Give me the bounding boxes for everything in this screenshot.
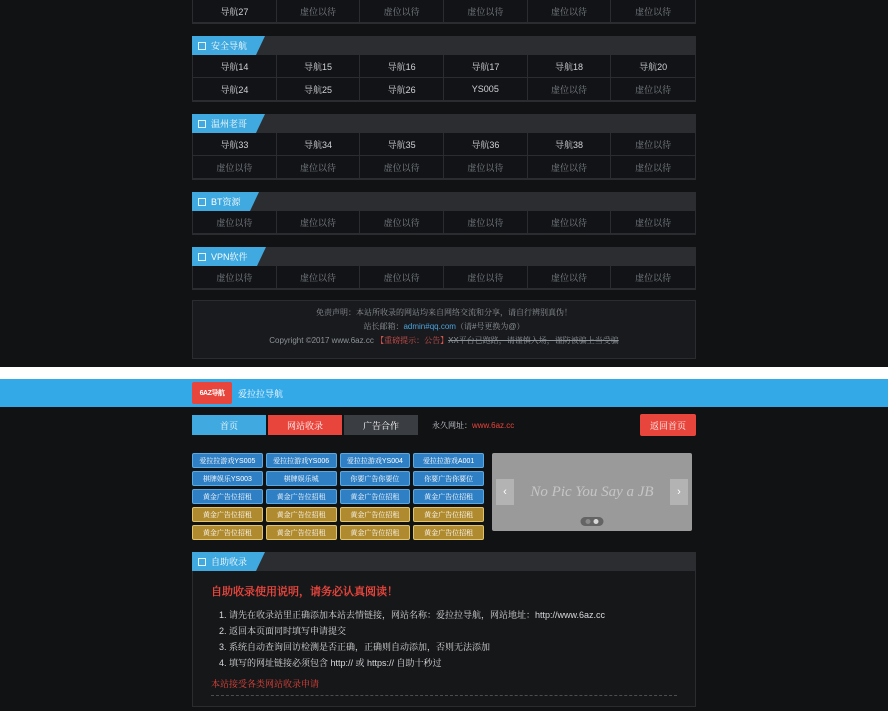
link-cell[interactable]: 虚位以待 bbox=[277, 156, 361, 179]
footer-copyright-text: Copyright ©2017 www.6az.cc bbox=[269, 335, 377, 345]
link-cell[interactable]: 虚位以待 bbox=[611, 211, 695, 234]
grid-icon bbox=[198, 42, 206, 50]
section-tag bbox=[192, 247, 257, 266]
carousel-dot[interactable] bbox=[594, 519, 599, 524]
link-cell[interactable]: 虚位以待 bbox=[528, 78, 612, 101]
link-cell[interactable]: 导航33 bbox=[193, 133, 277, 156]
link-cell[interactable]: 虚位以待 bbox=[528, 0, 612, 23]
ad-button[interactable]: 你要广告你要位 bbox=[340, 471, 411, 486]
section-header bbox=[192, 192, 696, 211]
section-bt-resources bbox=[192, 192, 696, 235]
link-cell[interactable]: 虚位以待 bbox=[611, 0, 695, 23]
link-cell[interactable]: 虚位以待 bbox=[193, 211, 277, 234]
section-tag bbox=[192, 36, 256, 55]
content-area bbox=[0, 443, 888, 711]
ad-button[interactable]: 黄金广告位招租 bbox=[413, 525, 484, 540]
link-cell[interactable]: 导航26 bbox=[360, 78, 444, 101]
ad-button[interactable]: 黄金广告位招租 bbox=[266, 489, 337, 504]
carousel-prev-icon[interactable]: ‹ bbox=[496, 479, 514, 505]
link-grid bbox=[192, 133, 696, 180]
link-cell[interactable]: 虚位以待 bbox=[611, 156, 695, 179]
section-top-partial bbox=[192, 0, 696, 24]
nav-item-submit-site[interactable]: 网站收录 bbox=[268, 415, 342, 435]
back-home-button[interactable]: 返回首页 bbox=[640, 414, 696, 436]
grid-icon bbox=[198, 120, 206, 128]
link-cell[interactable]: 虚位以待 bbox=[360, 156, 444, 179]
section-title: 自助收录 bbox=[211, 557, 248, 568]
ad-button[interactable]: 黄金广告位招租 bbox=[413, 507, 484, 522]
link-cell[interactable]: 虚位以待 bbox=[277, 266, 361, 289]
section-vpn-software bbox=[192, 247, 696, 290]
link-cell[interactable]: 导航15 bbox=[277, 55, 361, 78]
image-carousel[interactable] bbox=[492, 453, 692, 531]
section-header bbox=[192, 36, 696, 55]
submission-page bbox=[0, 379, 888, 711]
link-cell[interactable]: 虚位以待 bbox=[444, 211, 528, 234]
footer-mail-address[interactable]: admin#qq.com bbox=[403, 321, 456, 331]
ad-button[interactable]: 黄金广告位招租 bbox=[340, 489, 411, 504]
link-cell[interactable]: 导航14 bbox=[193, 55, 277, 78]
link-cell[interactable]: 导航38 bbox=[528, 133, 612, 156]
ad-button[interactable]: 爱拉拉游戏A001 bbox=[413, 453, 484, 468]
link-cell[interactable]: 虚位以待 bbox=[277, 211, 361, 234]
ad-button[interactable]: 黄金广告位招租 bbox=[266, 507, 337, 522]
grid-icon bbox=[198, 253, 206, 261]
list-item: 3. 系统自动查询回访检测是否正确，正确则自动添加，否则无法添加 bbox=[229, 640, 677, 656]
list-item: 1. 请先在收录站里正确添加本站去情链接，网站名称：爱拉拉导航，网站地址：http://www.6az.cc bbox=[229, 608, 677, 624]
section-title: 安全导航 bbox=[211, 41, 248, 51]
link-cell[interactable]: 导航17 bbox=[444, 55, 528, 78]
nav-item-advertising[interactable]: 广告合作 bbox=[344, 415, 418, 435]
link-cell[interactable]: 虚位以待 bbox=[360, 211, 444, 234]
ad-button[interactable]: 黄金广告位招租 bbox=[266, 525, 337, 540]
main-nav bbox=[0, 407, 888, 443]
permanent-url-note bbox=[432, 420, 514, 431]
notice-title: 自助收录使用说明，请务必认真阅读！ bbox=[211, 586, 398, 599]
site-logo[interactable]: 6AZ导航 bbox=[192, 382, 232, 404]
link-cell[interactable]: 虚位以待 bbox=[193, 156, 277, 179]
ad-button[interactable]: 爱拉拉游戏YS004 bbox=[340, 453, 411, 468]
site-header bbox=[0, 379, 888, 407]
carousel-placeholder-text: No Pic You Say a JB bbox=[530, 483, 654, 500]
link-cell[interactable]: 导航25 bbox=[277, 78, 361, 101]
carousel-next-icon[interactable]: › bbox=[670, 479, 688, 505]
ad-button[interactable]: 爱拉拉游戏YS006 bbox=[266, 453, 337, 468]
section-tag bbox=[192, 192, 250, 211]
ad-button[interactable]: 黄金广告位招租 bbox=[340, 525, 411, 540]
link-cell[interactable]: 虚位以待 bbox=[528, 266, 612, 289]
section-header bbox=[192, 247, 696, 266]
grid-icon bbox=[198, 558, 206, 566]
carousel-dots bbox=[581, 517, 604, 526]
link-cell[interactable]: 导航35 bbox=[360, 133, 444, 156]
notice-list bbox=[211, 608, 677, 671]
ad-button[interactable]: 黄金广告位招租 bbox=[413, 489, 484, 504]
ad-button[interactable]: 棋牌娱乐YS003 bbox=[192, 471, 263, 486]
ad-button-grid bbox=[192, 453, 484, 540]
section-title: 温州老哥 bbox=[211, 119, 248, 129]
ad-button[interactable]: 黄金广告位招租 bbox=[192, 489, 263, 504]
link-cell[interactable]: 虚位以待 bbox=[444, 156, 528, 179]
footer-alert-badge: 【重磅提示：公告】 bbox=[376, 335, 449, 345]
link-cell[interactable]: 导航20 bbox=[611, 55, 695, 78]
carousel-dot[interactable] bbox=[586, 519, 591, 524]
footer-alert-text: XX平台已跑路，请谨慎入场，谨防被骗上当受骗 bbox=[448, 335, 619, 345]
site-footer bbox=[192, 300, 696, 359]
link-cell[interactable]: 导航16 bbox=[360, 55, 444, 78]
link-grid bbox=[192, 0, 696, 24]
divider bbox=[211, 695, 677, 696]
ad-button[interactable]: 棋牌娱乐城 bbox=[266, 471, 337, 486]
list-item: 2. 返回本页面同时填写申请提交 bbox=[229, 624, 677, 640]
ad-button[interactable]: 爱拉拉游戏YS005 bbox=[192, 453, 263, 468]
link-cell[interactable]: 虚位以待 bbox=[444, 0, 528, 23]
footer-mail-hint: （请#号更换为@） bbox=[455, 321, 525, 331]
section-title: VPN软件 bbox=[211, 252, 248, 262]
link-cell[interactable]: 虚位以待 bbox=[611, 133, 695, 156]
ad-button[interactable]: 你要广告你要位 bbox=[413, 471, 484, 486]
section-security-nav bbox=[192, 36, 696, 102]
ad-button[interactable]: 黄金广告位招租 bbox=[192, 507, 263, 522]
link-grid bbox=[192, 55, 696, 102]
link-cell[interactable]: 虚位以待 bbox=[360, 266, 444, 289]
ad-button[interactable]: 黄金广告位招租 bbox=[340, 507, 411, 522]
nav-item-home[interactable]: 首页 bbox=[192, 415, 266, 435]
section-tag bbox=[192, 114, 256, 133]
link-cell[interactable]: 虚位以待 bbox=[444, 266, 528, 289]
notice-subtitle: 本站接受各类网站收录申请 bbox=[211, 679, 320, 690]
grid-icon bbox=[198, 198, 206, 206]
link-cell[interactable]: 导航27 bbox=[193, 0, 277, 23]
footer-disclaimer: 免责声明：本站所收录的网站均来自网络交流和分享，请自行辨别真伪！ bbox=[316, 308, 572, 317]
ad-button[interactable]: 黄金广告位招租 bbox=[192, 525, 263, 540]
permanent-url-label: 永久网址： bbox=[432, 420, 472, 430]
link-cell[interactable]: 虚位以待 bbox=[528, 211, 612, 234]
link-cell[interactable]: 导航34 bbox=[277, 133, 361, 156]
section-header bbox=[192, 114, 696, 133]
footer-copyright bbox=[199, 336, 689, 347]
link-cell[interactable]: 虚位以待 bbox=[611, 78, 695, 101]
link-cell[interactable]: 虚位以待 bbox=[193, 266, 277, 289]
link-cell[interactable]: 虚位以待 bbox=[611, 266, 695, 289]
link-grid bbox=[192, 266, 696, 290]
link-cell[interactable]: YS005 bbox=[444, 78, 528, 101]
section-tag bbox=[192, 552, 256, 571]
section-wenzhou bbox=[192, 114, 696, 180]
footer-mail-label: 站长邮箱： bbox=[363, 321, 404, 331]
link-cell[interactable]: 虚位以待 bbox=[528, 156, 612, 179]
section-title: BT资源 bbox=[211, 197, 241, 207]
link-cell[interactable]: 导航36 bbox=[444, 133, 528, 156]
link-cell[interactable]: 导航18 bbox=[528, 55, 612, 78]
link-cell[interactable]: 虚位以待 bbox=[360, 0, 444, 23]
footer-contact bbox=[199, 322, 689, 333]
notice-section-header bbox=[192, 552, 696, 571]
page-separator bbox=[0, 367, 888, 379]
site-title: 爱拉拉导航 bbox=[238, 388, 284, 399]
permanent-url-value[interactable]: www.6az.cc bbox=[472, 420, 515, 430]
link-cell[interactable]: 导航24 bbox=[193, 78, 277, 101]
link-grid bbox=[192, 211, 696, 235]
notice-panel bbox=[192, 571, 696, 707]
link-cell[interactable]: 虚位以待 bbox=[277, 0, 361, 23]
list-item: 4. 填写的网址链接必须包含 http:// 或 https:// 自助十秒过 bbox=[229, 656, 677, 672]
